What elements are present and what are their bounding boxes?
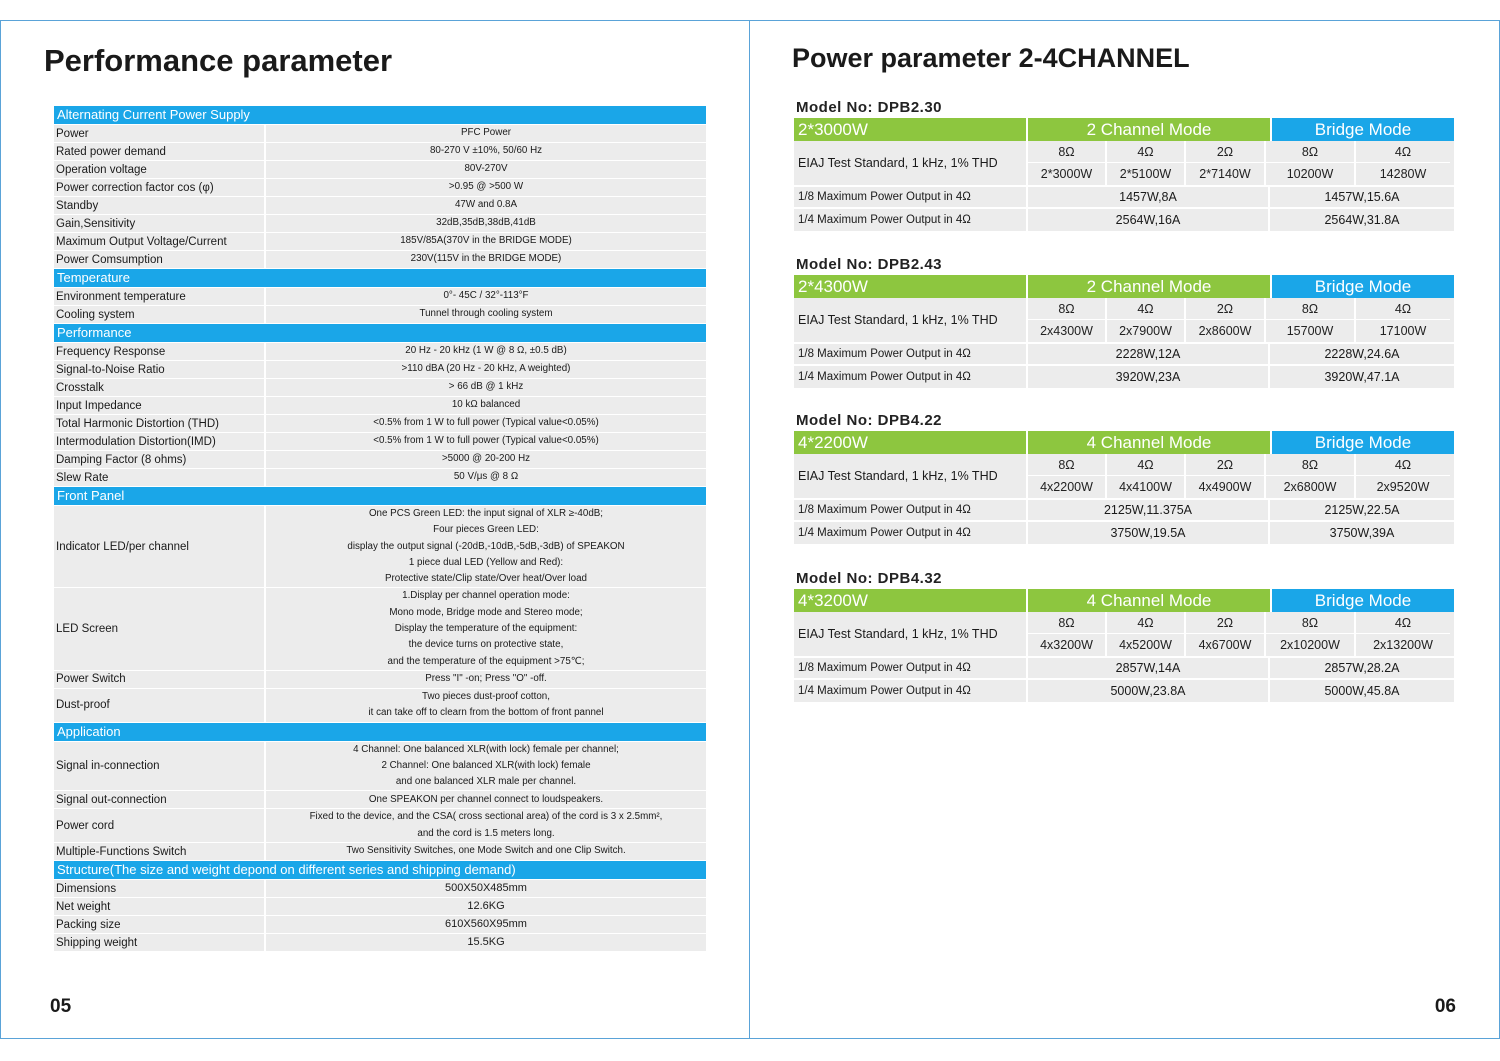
spec-label: Standby [54,197,266,214]
max-power-label: 1/4 Maximum Power Output in 4Ω [794,680,1028,702]
spec-value-line: Two pieces dust-proof cotton, [422,690,550,702]
model-body [794,612,1454,702]
spec-label: Power cord [54,809,266,842]
spec-value-line: it can take off to clearn from the bottom of front pannel [368,707,604,719]
spec-value [266,143,706,160]
spec-value-line: 10 kΩ balanced [451,399,521,411]
model-header [794,431,1454,454]
impedance-cell: 4Ω [1107,612,1186,634]
spec-row [54,742,706,791]
power-value-cell: 2x7900W [1107,320,1186,342]
spec-row [54,791,706,808]
impedance-cell: 8Ω [1266,612,1356,634]
model-table [794,98,1454,231]
spec-value-line: Display the temperature of the equipment: [394,623,578,635]
model-header [794,118,1454,141]
spec-value-line: 500X50X485mm [445,882,527,895]
spec-row [54,451,706,468]
impedance-cell: 4Ω [1107,454,1186,476]
spec-value [266,689,706,722]
spec-value-line: Protective state/Clip state/Over heat/Over load [384,573,588,585]
spec-row [54,233,706,250]
spec-value-line: 230V(115V in the BRIDGE MODE) [410,253,562,265]
spec-value [266,791,706,808]
bridge-mode-value: 2564W,31.8A [1324,213,1400,227]
spec-label: Total Harmonic Distortion (THD) [54,415,266,432]
spec-value-line: >110 dBA (20 Hz - 20 kHz, A weighted) [401,363,571,375]
bridge-mode-value: 1457W,15.6A [1324,190,1400,204]
spec-value-line: Press "I" -on; Press "O" -off. [425,673,547,685]
max-power-row [794,209,1454,231]
spec-value [266,415,706,432]
spec-value [266,742,706,791]
spec-value-line: One PCS Green LED: the input signal of XLR ≥-40dB; [368,508,604,519]
spec-value-line: >5000 @ 20-200 Hz [441,453,531,465]
spec-value-line: >0.95 @ >500 W [448,181,524,193]
spec-row [54,161,706,178]
model-body [794,454,1454,544]
power-value-cell: 2x6800W [1266,476,1356,498]
spec-value-line: Mono mode, Bridge mode and Stereo mode; [389,606,583,618]
spec-label: Slew Rate [54,469,266,486]
spec-row [54,934,706,951]
power-rating: 2*3000W [794,118,1026,141]
test-standard-row [794,141,1454,187]
spec-label: Rated power demand [54,143,266,160]
left-page [0,20,750,1039]
max-power-label: 1/4 Maximum Power Output in 4Ω [794,209,1028,231]
spec-value-line: 610X560X95mm [445,918,527,931]
spec-value-line: 0°- 45C / 32°-113°F [443,290,529,302]
spec-value [266,469,706,486]
spec-value-line: 1.Display per channel operation mode: [402,590,570,602]
spec-value [266,880,706,897]
model-table [794,411,1454,544]
model-body [794,141,1454,231]
impedance-cell: 2Ω [1186,612,1266,634]
test-standard-label: EIAJ Test Standard, 1 kHz, 1% THD [794,141,1028,185]
page-title: Performance parameter [44,43,393,78]
power-rating: 4*2200W [794,431,1026,454]
max-power-label: 1/8 Maximum Power Output in 4Ω [794,500,1028,520]
spec-value [266,843,706,860]
bridge-mode-value: 3750W,39A [1329,526,1395,540]
power-value-cell: 2x4300W [1028,320,1107,342]
spec-label: Power Switch [54,671,266,688]
channel-mode-value: 2564W,16A [1028,209,1270,231]
spec-row [54,898,706,915]
spec-value-line: 32dB,35dB,38dB,41dB [436,217,536,229]
spec-value-line: 185V/85A(370V in the BRIDGE MODE) [400,235,572,247]
power-value-cell: 2x10200W [1266,634,1356,656]
spec-row [54,197,706,214]
power-value-cell: 14280W [1379,167,1427,181]
spec-row [54,288,706,305]
max-power-label: 1/8 Maximum Power Output in 4Ω [794,658,1028,678]
spec-row [54,469,706,486]
spec-label: Dimensions [54,880,266,897]
spec-value-line: 12.6KG [467,900,505,913]
power-rating: 2*4300W [794,275,1026,298]
spec-value-line: Two Sensitivity Switches, one Mode Switch and one Clip Switch. [346,845,626,857]
spec-value [266,506,706,587]
channel-mode-header: 4 Channel Mode [1028,589,1270,612]
section-heading: Alternating Current Power Supply [54,106,706,124]
power-value-cell: 10200W [1266,163,1356,185]
channel-mode-value: 2125W,11.375A [1028,500,1270,520]
impedance-cell: 8Ω [1028,612,1107,634]
bridge-mode-header: Bridge Mode [1272,118,1454,141]
impedance-cell: 8Ω [1266,141,1356,163]
spec-label: Cooling system [54,306,266,323]
spec-label: Operation voltage [54,161,266,178]
channel-mode-value: 2228W,12A [1028,344,1270,364]
spec-label: Signal-to-Noise Ratio [54,361,266,378]
impedance-cell: 8Ω [1028,141,1107,163]
spec-label: Power correction factor cos (φ) [54,179,266,196]
channel-mode-value: 3920W,23A [1028,366,1270,388]
spec-value [266,588,706,669]
impedance-cell: 4Ω [1356,141,1450,163]
spec-value [266,934,706,951]
channel-mode-value: 3750W,19.5A [1028,522,1270,544]
spec-row [54,880,706,897]
spec-row [54,809,706,842]
max-power-row [794,366,1454,388]
spec-row [54,179,706,196]
impedance-cell: 8Ω [1028,298,1107,320]
spec-label: Dust-proof [54,689,266,722]
right-page [750,20,1500,1039]
spec-label: Power Comsumption [54,251,266,268]
section-heading: Structure(The size and weight depond on different series and shipping demand) [54,861,706,879]
spec-value [266,379,706,396]
power-value-cell: 2x13200W [1373,638,1433,652]
power-value-cell: 4x4900W [1186,476,1266,498]
power-value-cell: 4x4100W [1107,476,1186,498]
spec-label: Input Impedance [54,397,266,414]
impedance-cell: 8Ω [1028,454,1107,476]
spec-value-line: 50 V/μs @ 8 Ω [453,471,519,483]
spec-label: Multiple-Functions Switch [54,843,266,860]
max-power-label: 1/4 Maximum Power Output in 4Ω [794,522,1028,544]
power-value-cell: 4x5200W [1107,634,1186,656]
spec-row [54,397,706,414]
spec-value [266,898,706,915]
spec-value-line: 47W and 0.8A [454,199,518,211]
spec-value [266,433,706,450]
spec-value [266,397,706,414]
spec-label: Indicator LED/per channel [54,506,266,587]
spec-row [54,251,706,268]
model-header [794,589,1454,612]
test-standard-row [794,454,1454,500]
spec-value-line: Tunnel through cooling system [419,308,553,320]
impedance-cell: 4Ω [1107,298,1186,320]
spec-value [266,161,706,178]
impedance-cell: 8Ω [1266,454,1356,476]
spec-row [54,143,706,160]
power-value-cell: 2*3000W [1028,163,1107,185]
section-heading: Performance [54,324,706,342]
channel-mode-header: 2 Channel Mode [1028,118,1270,141]
spec-row [54,671,706,688]
power-value-cell: 2*7140W [1186,163,1266,185]
test-standard-label: EIAJ Test Standard, 1 kHz, 1% THD [794,454,1028,498]
power-value-cell: 2x8600W [1186,320,1266,342]
spec-value-line: the device turns on protective state, [408,639,564,651]
spec-value-line: Fixed to the device, and the CSA( cross sectional area) of the cord is 3 x 2.5mm², [309,811,663,823]
max-power-row [794,187,1454,209]
spec-row [54,343,706,360]
bridge-mode-header: Bridge Mode [1272,275,1454,298]
impedance-cell: 4Ω [1356,454,1450,476]
impedance-grid [1028,141,1454,185]
spec-label: Signal out-connection [54,791,266,808]
max-power-row [794,522,1454,544]
page-title: Power parameter 2-4CHANNEL [792,43,1190,73]
power-value-cell: 17100W [1379,324,1427,338]
spec-value-line: display the output signal (-20dB,-10dB,-5dB,-3dB) of SPEAKON [347,540,625,552]
spec-label: Crosstalk [54,379,266,396]
spec-value-line: 4 Channel: One balanced XLR(with lock) female per channel; [353,743,619,755]
spec-value [266,809,706,842]
impedance-cell: 2Ω [1186,298,1266,320]
spec-value-line: and the cord is 1.5 meters long. [417,827,555,839]
spec-row [54,916,706,933]
model-body [794,298,1454,388]
spec-value-line: > 66 dB @ 1 kHz [448,381,524,393]
performance-spec-table [54,106,706,952]
spec-value-line: 80-270 V ±10%, 50/60 Hz [429,145,543,157]
bridge-mode-value: 2228W,24.6A [1324,347,1400,361]
spec-label: Damping Factor (8 ohms) [54,451,266,468]
spec-row [54,306,706,323]
page-number: 06 [1434,996,1456,1017]
spec-value [266,251,706,268]
impedance-cell: 4Ω [1356,612,1450,634]
power-value-cell: 4x3200W [1028,634,1107,656]
bridge-mode-value: 3920W,47.1A [1324,370,1400,384]
spec-value-line: 20 Hz - 20 kHz (1 W @ 8 Ω, ±0.5 dB) [405,345,567,357]
spec-label: Power [54,125,266,142]
spec-value [266,179,706,196]
spec-row [54,433,706,450]
spec-row [54,379,706,396]
spec-value-line: One SPEAKON per channel connect to loudspeakers. [368,793,604,805]
spec-label: Intermodulation Distortion(IMD) [54,433,266,450]
spec-label: Net weight [54,898,266,915]
max-power-row [794,658,1454,680]
spec-row [54,689,706,722]
section-heading: Front Panel [54,487,706,505]
spec-row [54,415,706,432]
impedance-cell: 4Ω [1356,298,1450,320]
model-number: Model No: DPB2.43 [796,256,943,273]
power-rating: 4*3200W [794,589,1026,612]
power-value-cell: 2x9520W [1376,480,1430,494]
spec-row [54,843,706,860]
impedance-grid [1028,454,1454,498]
spec-row [54,588,706,669]
spec-row [54,215,706,232]
spec-label: Packing size [54,916,266,933]
spec-value-line: <0.5% from 1 W to full power (Typical value<0.05%) [373,435,599,447]
spec-value-line: 80V-270V [464,163,508,175]
page-number: 05 [50,996,72,1017]
spec-value-line: and one balanced XLR male per channel. [395,776,577,788]
max-power-label: 1/8 Maximum Power Output in 4Ω [794,187,1028,207]
channel-mode-header: 4 Channel Mode [1028,431,1270,454]
bridge-mode-header: Bridge Mode [1272,589,1454,612]
power-value-cell: 4x6700W [1186,634,1266,656]
channel-mode-header: 2 Channel Mode [1028,275,1270,298]
max-power-row [794,680,1454,702]
spec-value [266,671,706,688]
max-power-label: 1/8 Maximum Power Output in 4Ω [794,344,1028,364]
spec-label: Environment temperature [54,288,266,305]
spec-value [266,306,706,323]
bridge-mode-value: 2125W,22.5A [1324,503,1400,517]
spec-value [266,343,706,360]
section-heading: Temperature [54,269,706,287]
spec-value-line: and the temperature of the equipment >75℃; [387,655,585,667]
test-standard-row [794,612,1454,658]
spec-row [54,125,706,142]
spec-row [54,506,706,587]
spec-value-line: Four pieces Green LED: [433,524,539,536]
spec-value [266,215,706,232]
model-table [794,569,1454,702]
power-value-cell: 15700W [1266,320,1356,342]
spec-value [266,361,706,378]
power-value-cell: 2*5100W [1107,163,1186,185]
spec-value-line: <0.5% from 1 W to full power (Typical value<0.05%) [373,417,599,429]
test-standard-label: EIAJ Test Standard, 1 kHz, 1% THD [794,612,1028,656]
model-header [794,275,1454,298]
impedance-cell: 2Ω [1186,141,1266,163]
impedance-cell: 8Ω [1266,298,1356,320]
spec-value [266,233,706,250]
spec-value-line: 15.5KG [467,936,505,949]
spec-row [54,361,706,378]
max-power-label: 1/4 Maximum Power Output in 4Ω [794,366,1028,388]
spec-label: Maximum Output Voltage/Current [54,233,266,250]
spec-value [266,288,706,305]
impedance-cell: 4Ω [1107,141,1186,163]
model-number: Model No: DPB4.32 [796,570,943,587]
spec-value-line: PFC Power [460,127,512,139]
impedance-grid [1028,612,1454,656]
bridge-mode-value: 2857W,28.2A [1324,661,1400,675]
spec-label: Shipping weight [54,934,266,951]
spec-value [266,451,706,468]
model-number: Model No: DPB2.30 [796,99,943,116]
model-table [794,255,1454,388]
spec-label: Frequency Response [54,343,266,360]
test-standard-row [794,298,1454,344]
spec-value [266,125,706,142]
test-standard-label: EIAJ Test Standard, 1 kHz, 1% THD [794,298,1028,342]
spec-value-line: 2 Channel: One balanced XLR(with lock) female [381,759,591,771]
bridge-mode-value: 5000W,45.8A [1324,684,1400,698]
bridge-mode-header: Bridge Mode [1272,431,1454,454]
max-power-row [794,344,1454,366]
impedance-grid [1028,298,1454,342]
section-heading: Application [54,723,706,741]
spec-value-line: 1 piece dual LED (Yellow and Red): [408,556,564,568]
max-power-row [794,500,1454,522]
model-number: Model No: DPB4.22 [796,412,943,429]
spec-label: LED Screen [54,588,266,669]
spec-value [266,197,706,214]
spec-label: Signal in-connection [54,742,266,791]
impedance-cell: 2Ω [1186,454,1266,476]
spec-value [266,916,706,933]
channel-mode-value: 2857W,14A [1028,658,1270,678]
channel-mode-value: 1457W,8A [1028,187,1270,207]
spec-label: Gain,Sensitivity [54,215,266,232]
power-value-cell: 4x2200W [1028,476,1107,498]
channel-mode-value: 5000W,23.8A [1028,680,1270,702]
